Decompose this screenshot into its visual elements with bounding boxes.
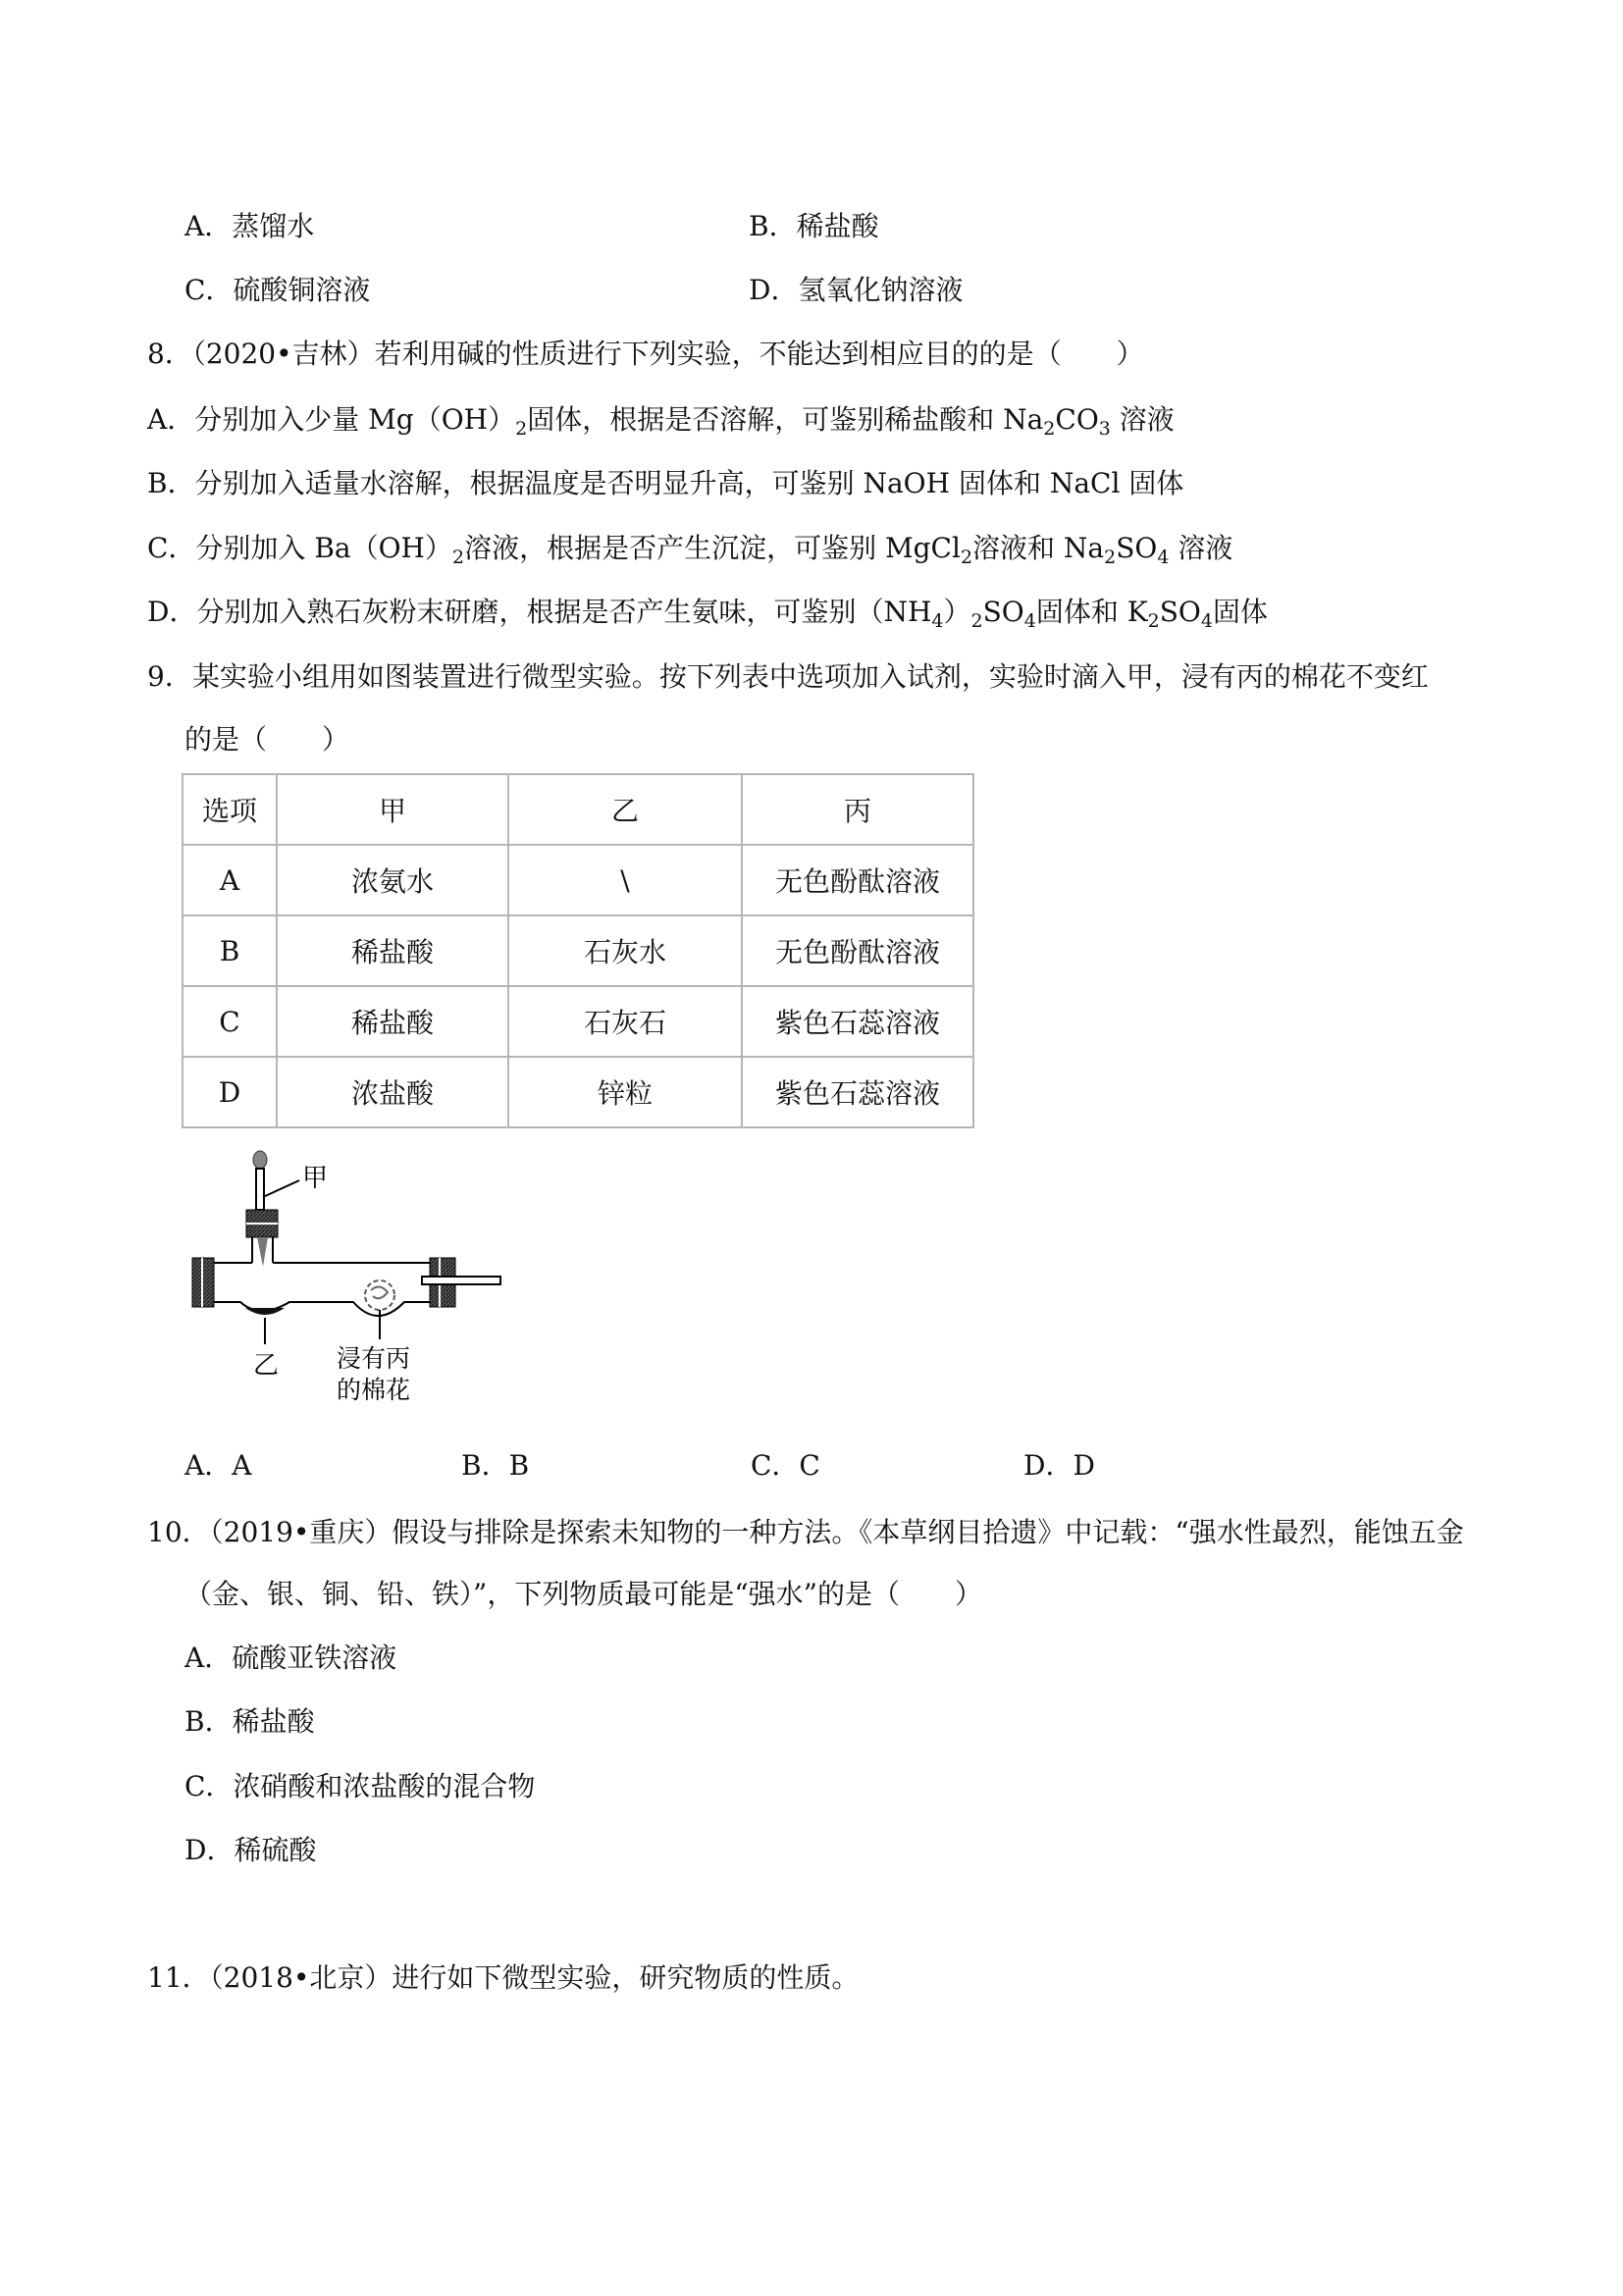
table-cell: C [183, 986, 277, 1057]
q7-option-c: C．硫酸铜溶液 [184, 274, 371, 306]
text: 固体，根据是否溶解，可鉴别稀盐酸和 Na [527, 403, 1044, 436]
outlet-tube [422, 1277, 500, 1284]
table-header: 丙 [742, 774, 973, 845]
table-cell: D [183, 1057, 277, 1127]
subscript: 4 [1157, 547, 1170, 568]
text: 溶液 [1169, 532, 1233, 564]
q9-answer-d: D．D [1023, 1449, 1095, 1482]
q9-stem-line2: 的是（ ） [184, 723, 350, 756]
q11-stem: 11．（2018•北京）进行如下微型实验，研究物质的性质。 [147, 1961, 860, 1994]
subscript: 4 [1200, 610, 1213, 632]
table-header: 乙 [508, 774, 742, 845]
table-cell: 紫色石蕊溶液 [742, 986, 973, 1057]
text: ） [943, 596, 971, 628]
text: SO [1159, 596, 1201, 628]
table-cell: 稀盐酸 [277, 986, 508, 1057]
table-cell: 无色酚酞溶液 [742, 915, 973, 986]
q9-answer-a: A．A [184, 1449, 252, 1482]
text: D．分别加入熟石灰粉末研磨，根据是否产生氨味，可鉴别（NH [147, 596, 932, 628]
table-header-row [183, 774, 973, 845]
dropper-tip [257, 1237, 268, 1267]
text: C．分别加入 Ba（OH） [147, 532, 452, 564]
table-cell: 无色酚酞溶液 [742, 845, 973, 915]
subscript: 2 [960, 547, 973, 568]
q10-stem-line2: （金、银、铜、铅、铁）”，下列物质最可能是“强水”的是（ ） [184, 1578, 982, 1610]
table-cell: A [183, 845, 277, 915]
q10-option-a: A．硫酸亚铁溶液 [184, 1642, 397, 1674]
table-row [183, 1057, 973, 1127]
q7-option-a: A．蒸馏水 [184, 210, 315, 242]
table-cell: \ [508, 845, 742, 915]
q9-answer-c: C．C [751, 1449, 820, 1482]
q8-option-a [147, 402, 1175, 438]
q9-stem-line1: 9．某实验小组用如图装置进行微型实验。按下列表中选项加入试剂，实验时滴入甲，浸有丙的棉花不变红 [147, 660, 1429, 693]
text: CO [1055, 403, 1099, 436]
label-bing-2: 的棉花 [337, 1376, 411, 1404]
q8-option-b: B．分别加入适量水溶解，根据温度是否明显升高，可鉴别 NaOH 固体和 NaCl 固体 [147, 467, 1184, 499]
table-row [183, 915, 973, 986]
reagent-yi [245, 1308, 285, 1315]
subscript: 2 [1043, 418, 1056, 440]
table-cell: B [183, 915, 277, 986]
table-cell: 石灰水 [508, 915, 742, 986]
table-cell: 浓盐酸 [277, 1057, 508, 1127]
q10-option-c: C．浓硝酸和浓盐酸的混合物 [184, 1770, 536, 1802]
q7-option-b: B．稀盐酸 [749, 210, 879, 242]
subscript: 2 [1104, 547, 1117, 568]
text: SO [982, 596, 1024, 628]
text: 溶液，根据是否产生沉淀，可鉴别 MgCl [464, 532, 961, 564]
text: 固体 [1212, 596, 1268, 628]
table-row [183, 986, 973, 1057]
subscript: 2 [451, 547, 465, 568]
q8-option-c [147, 531, 1232, 566]
subscript: 4 [1023, 610, 1036, 632]
table-cell: 稀盐酸 [277, 915, 508, 986]
q9-reagent-table [182, 773, 974, 1128]
table-cell: 石灰石 [508, 986, 742, 1057]
q8-option-d [147, 595, 1268, 630]
subscript: 4 [931, 610, 944, 632]
text: 溶液和 Na [972, 532, 1105, 564]
q9-answer-b: B．B [461, 1449, 530, 1482]
label-bing-1: 浸有丙 [337, 1344, 411, 1373]
text: 溶液 [1110, 403, 1175, 436]
label-line-jia [263, 1180, 299, 1197]
subscript: 2 [515, 418, 528, 440]
cotton-icon [365, 1280, 394, 1310]
text: SO [1116, 532, 1158, 564]
label-jia: 甲 [302, 1164, 329, 1193]
q10-option-b: B．稀盐酸 [184, 1705, 315, 1738]
table-header: 选项 [183, 774, 277, 845]
subscript: 3 [1098, 418, 1111, 440]
q10-option-d: D．稀硫酸 [184, 1834, 317, 1866]
table-header: 甲 [277, 774, 508, 845]
table-cell: 紫色石蕊溶液 [742, 1057, 973, 1127]
text: 固体和 K [1035, 596, 1148, 628]
tube-body [212, 1263, 430, 1316]
table-cell: 浓氨水 [277, 845, 508, 915]
table-cell: 锌粒 [508, 1057, 742, 1127]
q10-stem-line1: 10．（2019•重庆）假设与排除是探索未知物的一种方法。《本草纲目拾遗》中记载：“强水性最烈，能蚀五金 [147, 1516, 1464, 1548]
label-yi: 乙 [253, 1351, 280, 1381]
text: A．分别加入少量 Mg（OH） [147, 403, 516, 436]
subscript: 2 [1147, 610, 1160, 632]
subscript: 2 [970, 610, 983, 632]
table-row [183, 845, 973, 915]
apparatus-diagram [186, 1143, 520, 1418]
q7-option-d: D．氢氧化钠溶液 [749, 274, 964, 306]
dropper-stem [256, 1169, 264, 1210]
q8-stem: 8．（2020•吉林）若利用碱的性质进行下列实验，不能达到相应目的的是（ ） [147, 338, 1144, 370]
dropper-bulb [253, 1151, 267, 1169]
